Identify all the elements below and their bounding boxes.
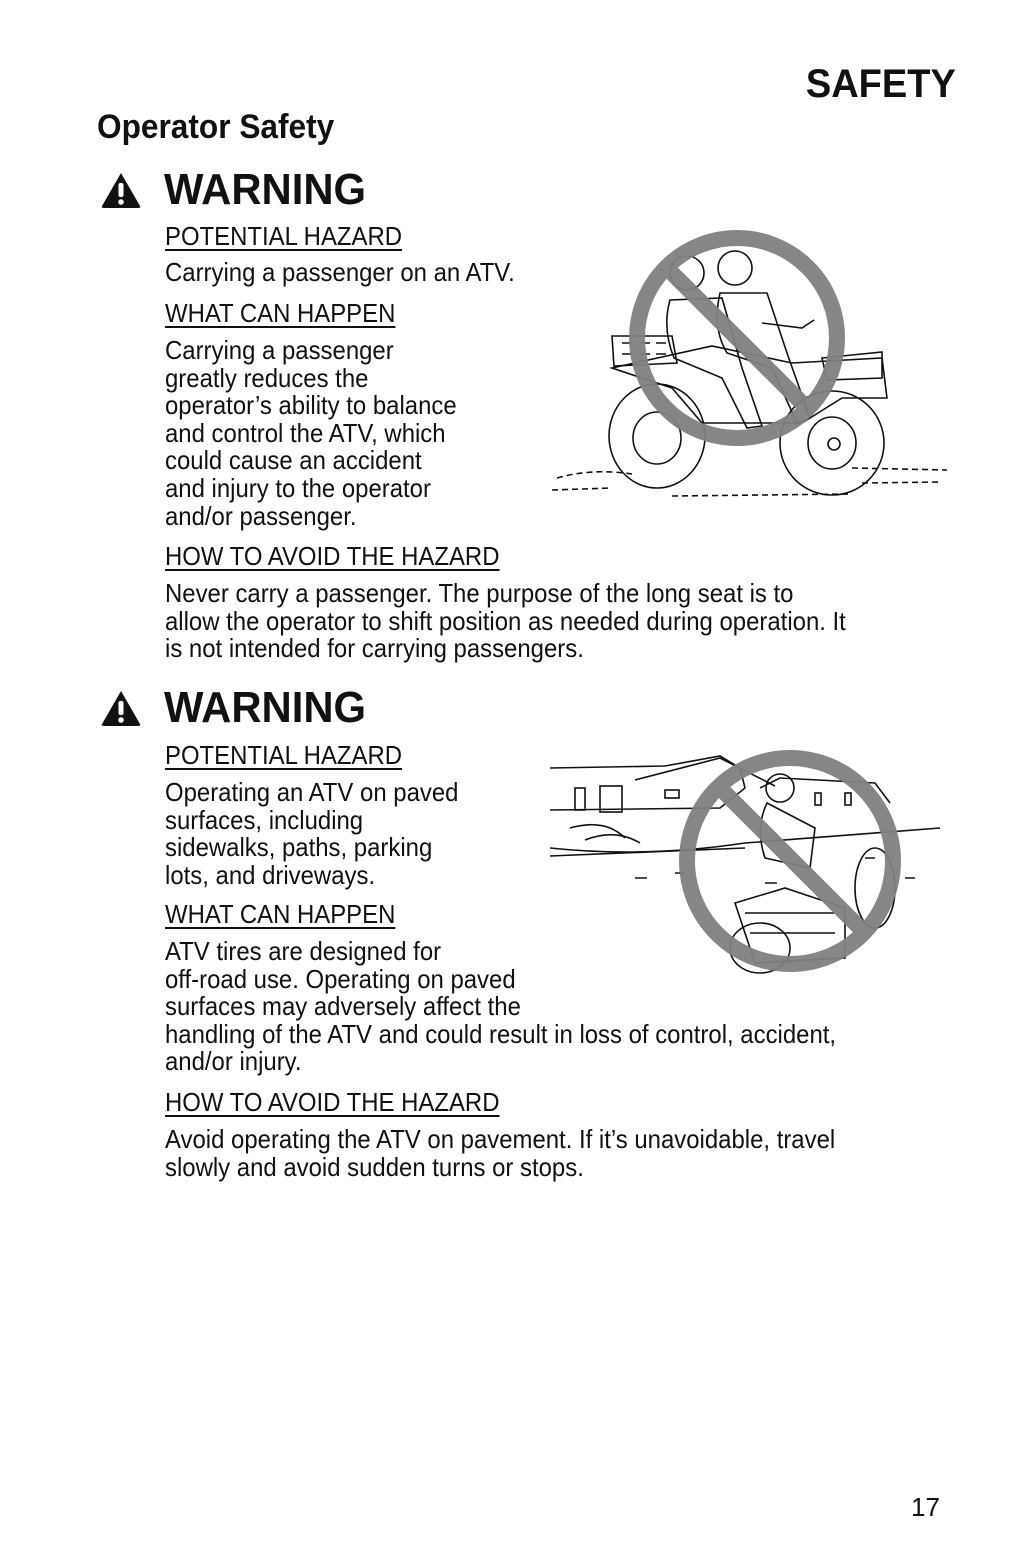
potential-hazard-heading: POTENTIAL HAZARD [165, 740, 403, 770]
no-pavement-atv-illustration [545, 748, 945, 976]
warning-label: WARNING [164, 165, 367, 214]
how-to-avoid-heading: HOW TO AVOID THE HAZARD [165, 541, 500, 571]
what-can-happen-text: ATV tires are designed for off-road use. Operating on paved surfaces may adversely affect the handling of the ATV and could result in loss of control, accident, and/or injury. [165, 936, 837, 1077]
how-to-avoid-heading: HOW TO AVOID THE HAZARD [165, 1087, 500, 1117]
what-can-happen-text: Carrying a passenger greatly reduces the operator’s ability to balance and control the ATV, which could cause an accident and injury to the operator and/or passenger. [165, 335, 457, 531]
what-can-happen-heading: WHAT CAN HAPPEN [165, 899, 396, 929]
potential-hazard-text: Operating an ATV on paved surfaces, including sidewalks, paths, parking lots, and driveways. [165, 777, 459, 890]
what-can-happen-heading: WHAT CAN HAPPEN [165, 298, 396, 328]
warning-header-1 [100, 165, 377, 215]
how-to-avoid-text: Never carry a passenger. The purpose of the long seat is to allow the operator to shift position as needed during operation. It is not intended for carrying passengers. [165, 578, 846, 664]
warning-triangle-icon [100, 689, 142, 727]
warning-triangle-icon [100, 171, 142, 209]
page-heading: Operator Safety [97, 108, 335, 146]
warning-header-2 [100, 683, 377, 733]
section-title: SAFETY [806, 62, 956, 106]
warning-label: WARNING [164, 683, 367, 732]
no-passenger-atv-illustration [552, 228, 952, 503]
how-to-avoid-text: Avoid operating the ATV on pavement. If it’s unavoidable, travel slowly and avoid sudden turns or stops. [165, 1124, 836, 1182]
potential-hazard-text: Carrying a passenger on an ATV. [165, 257, 515, 287]
potential-hazard-heading: POTENTIAL HAZARD [165, 221, 403, 251]
page-number: 17 [911, 1492, 940, 1522]
